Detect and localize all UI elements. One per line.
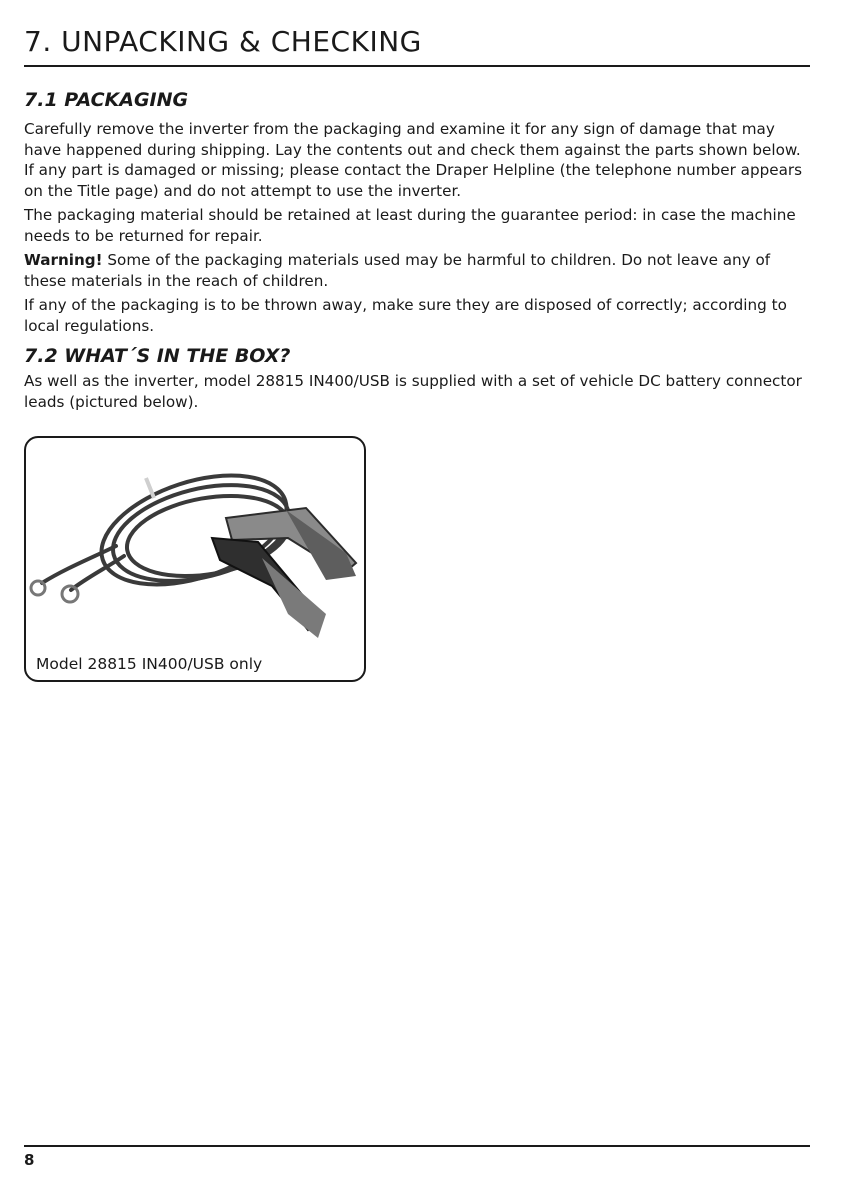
page-title: 7. UNPACKING & CHECKING xyxy=(24,25,422,58)
packaging-body xyxy=(24,119,810,340)
packaging-paragraph-2: The packaging material should be retained at least during the guarantee period: in case the machine needs to be returned for repair. xyxy=(24,206,796,245)
whats-in-box-paragraph: As well as the inverter, model 28815 IN400/USB is supplied with a set of vehicle DC battery connector leads (pictured below). xyxy=(24,372,802,411)
packaging-paragraph-1: Carefully remove the inverter from the packaging and examine it for any sign of damage that may have happened during shipping. Lay the contents out and check them against the parts shown below. If any part is damaged or missing; please contact the Draper Helpline (the telephone number appears on the Title page) and do not attempt to use the inverter. xyxy=(24,120,803,200)
warning-label: Warning! xyxy=(24,251,103,269)
battery-leads-image xyxy=(26,438,364,680)
section-heading-packaging: 7.1 PACKAGING xyxy=(24,89,189,111)
section-heading-whats-in-box: 7.2 WHAT´S IN THE BOX? xyxy=(24,345,291,367)
footer-rule xyxy=(24,1145,810,1147)
whats-in-box-body xyxy=(24,371,810,416)
figure-caption: Model 28815 IN400/USB only xyxy=(36,655,263,673)
header-rule xyxy=(24,65,810,67)
page-number: 8 xyxy=(24,1151,35,1169)
packaging-paragraph-4: If any of the packaging is to be thrown away, make sure they are disposed of correctly; according to local regulations. xyxy=(24,296,787,335)
product-figure xyxy=(24,436,366,682)
warning-text: Some of the packaging materials used may be harmful to children. Do not leave any of these materials in the reach of children. xyxy=(24,251,771,290)
warning-paragraph xyxy=(24,250,810,291)
